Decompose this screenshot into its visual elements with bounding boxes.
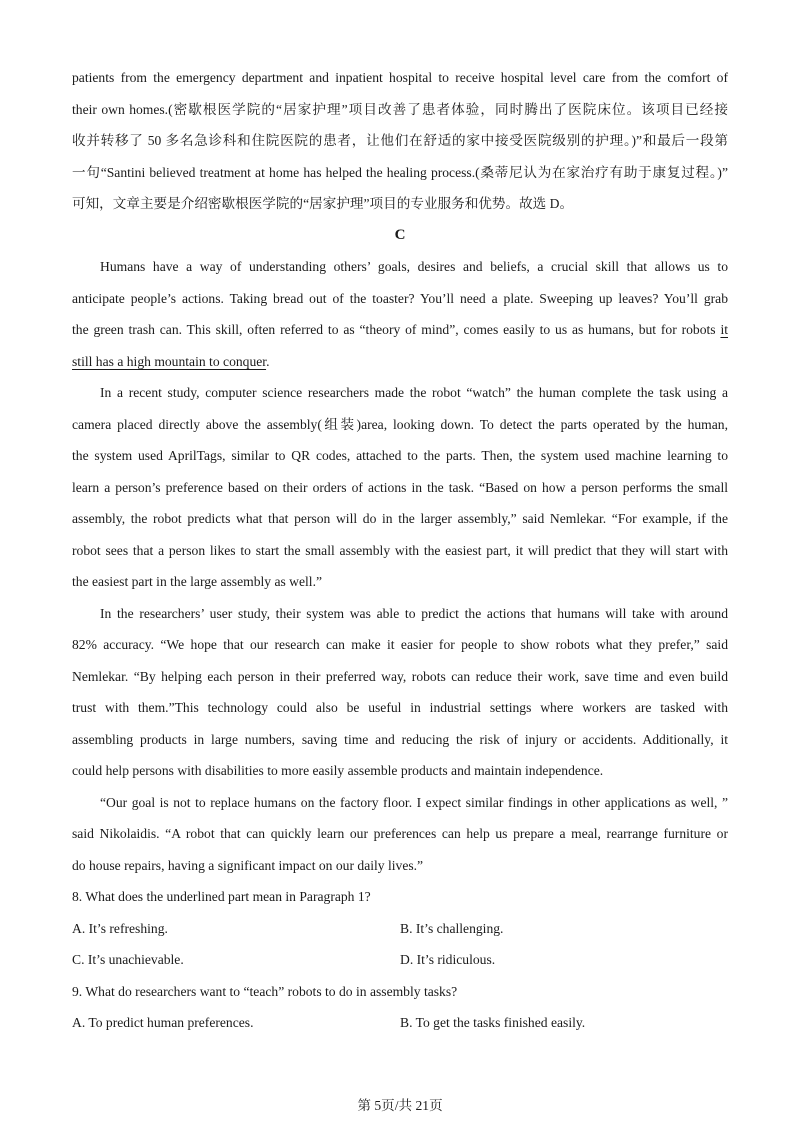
options-row <box>72 944 728 976</box>
question-8 <box>72 881 728 976</box>
paragraph-line: the easiest part in the large assembly as well.” <box>72 574 323 589</box>
paragraph-line <box>72 314 728 346</box>
paragraph-line: robot sees that a person likes to start the small assembly with the easiest part, it will predict that they will start with <box>72 542 728 558</box>
paragraph-line: said Nikolaidis. “A robot that can quickly learn our preferences can help us prepare a meal, rearrange furniture or <box>72 826 728 841</box>
paragraph-line: do house repairs, having a significant impact on our daily lives.” <box>72 857 424 873</box>
option-c: C. It’s unachievable. <box>72 952 184 967</box>
paragraph-line: the system used AprilTags, similar to QR codes, attached to the parts. Then, the system used machine learning to <box>72 448 728 463</box>
intro-line: their own homes.(密歇根医学院的“居家护理”项目改善了患者体验，同时腾出了医院床位。该项目已经接 <box>72 101 728 117</box>
intro-line: 可知，文章主要是介绍密歇根医学院的“居家护理”项目的专业服务和优势。故选 D。 <box>72 196 574 211</box>
paragraph-line: assembling products in large numbers, saving time and reducing the risk of injury or accidents. Additionally, it <box>72 731 728 747</box>
paragraph-line: In the researchers’ user study, their system was able to predict the actions that humans will take with around <box>100 605 728 621</box>
intro-line: 收并转移了 50 多名急诊科和住院医院的患者，让他们在舒适的家中接受医院级别的护理。)”和最后一段第 <box>72 133 728 148</box>
paragraph-1 <box>72 251 728 377</box>
intro-explanation <box>72 62 728 220</box>
paragraph-line: 82% accuracy. “We hope that our research can make it easier for people to show robots what they prefer,” said <box>72 637 728 652</box>
paragraph-line: Humans have a way of understanding others’ goals, desires and beliefs, a crucial skill that allows us to <box>100 259 728 274</box>
paragraph-line: camera placed directly above the assembly(组装)area, looking down. To detect the parts operated by the human, <box>72 416 728 432</box>
page-number: 第 5页/共 21页 <box>357 1098 443 1113</box>
paragraph-text: the green trash can. This skill, often referred to as “theory of mind”, comes easily to us as humans, but for robots <box>72 322 721 337</box>
paragraph-line: could help persons with disabilities to more easily assemble products and maintain independence. <box>72 763 604 778</box>
question-9 <box>72 976 728 1039</box>
options-row <box>72 1007 728 1039</box>
intro-line: patients from the emergency department and inpatient hospital to receive hospital level care from the comfort of <box>72 70 728 85</box>
question-text: 9. What do researchers want to “teach” robots to do in assembly tasks? <box>72 983 458 999</box>
paragraph-line: anticipate people’s actions. Taking bread out of the toaster? You’ll need a plate. Sweeping up leaves? You’ll grab <box>72 290 728 306</box>
underlined-phrase-end: still has a high mountain to conquer <box>72 353 267 369</box>
underlined-phrase-start: it <box>720 322 728 337</box>
paragraph-line: Nemlekar. “By helping each person in their preferred way, robots can reduce their work, save time and even build <box>72 668 728 684</box>
paragraph-3 <box>72 598 728 787</box>
paragraph-line: assembly, the robot predicts what that person will do in the larger assembly,” said Nemlekar. “For example, if the <box>72 511 728 526</box>
option-b: B. It’s challenging. <box>400 920 504 936</box>
option-a: A. To predict human preferences. <box>72 1015 254 1030</box>
paragraph-line <box>72 346 728 378</box>
paragraph-line: trust with them.”This technology could also be useful in industrial settings where workers are tasked with <box>72 700 728 715</box>
option-b: B. To get the tasks finished easily. <box>400 1015 586 1030</box>
paragraph-4 <box>72 787 728 882</box>
paragraph-text: . <box>266 353 270 369</box>
question-text: 8. What does the underlined part mean in Paragraph 1? <box>72 889 371 904</box>
option-d: D. It’s ridiculous. <box>400 952 496 967</box>
option-a: A. It’s refreshing. <box>72 920 168 936</box>
section-heading: C <box>394 226 406 243</box>
options-row <box>72 913 728 945</box>
paragraph-line: learn a person’s preference based on their orders of actions in the task. “Based on how a person performs the small <box>72 479 728 495</box>
document-page <box>72 62 728 1039</box>
intro-line: 一句“Santini believed treatment at home has helped the healing process.(桑蒂尼认为在家治疗有助于康复过程。)” <box>72 164 728 180</box>
paragraph-line: “Our goal is not to replace humans on the factory floor. I expect similar findings in other applications as well, ” <box>100 794 728 810</box>
paragraph-line: In a recent study, computer science researchers made the robot “watch” the human complete the task using a <box>100 385 728 400</box>
paragraph-2 <box>72 377 728 598</box>
